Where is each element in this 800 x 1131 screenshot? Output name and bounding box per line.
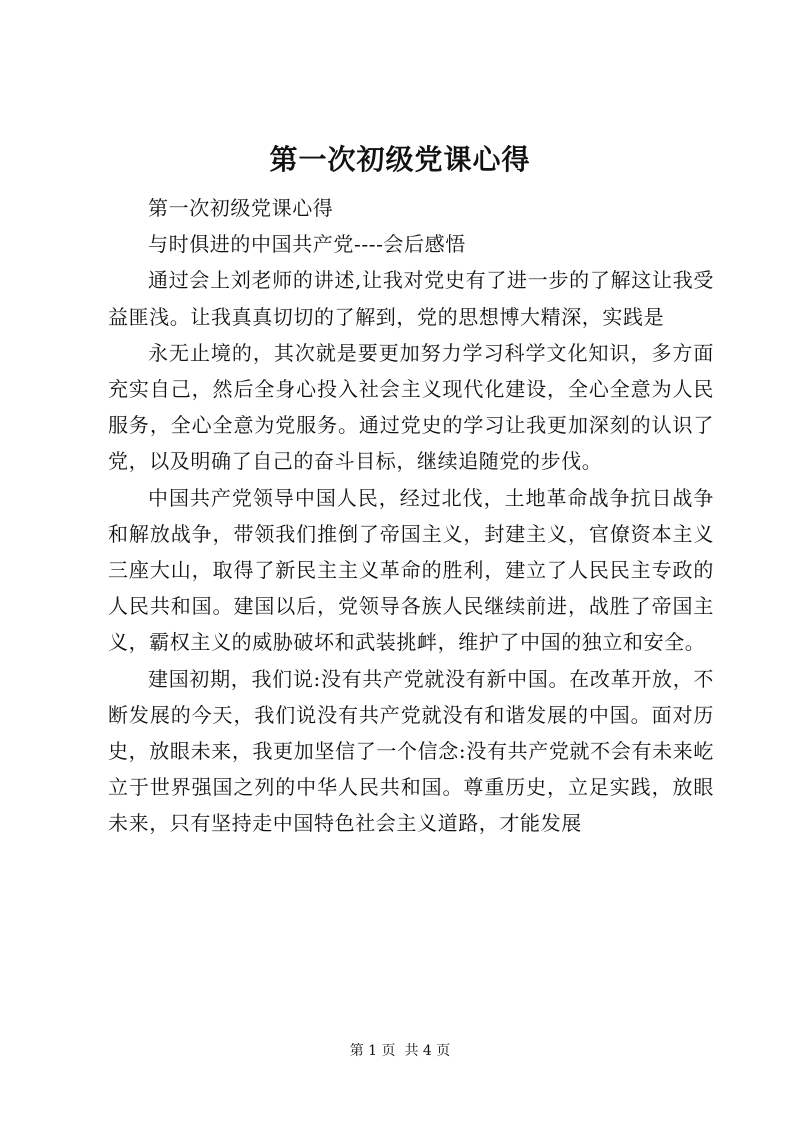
paragraph-heading: 与时俱进的中国共产党----会后感悟 xyxy=(148,232,466,257)
paragraph: 通过会上刘老师的讲述,让我对党史有了进一步的了解这让我受益匪浅。让我真真切切的了解到，党的思想博大精深，实践是 xyxy=(108,268,714,329)
page-footer xyxy=(0,1041,800,1061)
paragraph: 建国初期，我们说:没有共产党就没有新中国。在改革开放，不断发展的今天，我们说没有共产党就没有和谐发展的中国。面对历史，放眼未来，我更加坚信了一个信念:没有共产党就不会有未来屹立于世界强国之列的中华人民共和国。尊重历史，立足实践，放眼未来，只有坚持走中国特色社会主义道路，才能发展 xyxy=(108,666,714,836)
page-number-label: 第 1 页 共 4 页 xyxy=(349,1043,451,1059)
paragraph: 中国共产党领导中国人民，经过北伐，土地革命战争抗日战争和解放战争，带领我们推倒了帝国主义，封建主义，官僚资本主义三座大山，取得了新民主主义革命的胜利，建立了人民民主专政的人民共和国。建国以后，党领导各族人民继续前进，战胜了帝国主义，霸权主义的威胁破坏和武装挑衅，维护了中国的独立和安全。 xyxy=(108,485,714,655)
document-body xyxy=(108,190,714,842)
paragraph-subtitle: 第一次初级党课心得 xyxy=(148,196,334,220)
paragraph: 永无止境的，其次就是要更加努力学习科学文化知识，多方面充实自己，然后全身心投入社会主义现代化建设，全心全意为人民服务，全心全意为党服务。通过党史的学习让我更加深刻的认识了党，以及明确了自己的奋斗目标，继续追随党的步伐。 xyxy=(108,340,714,474)
document-title: 第一次初级党课心得 xyxy=(269,143,531,176)
